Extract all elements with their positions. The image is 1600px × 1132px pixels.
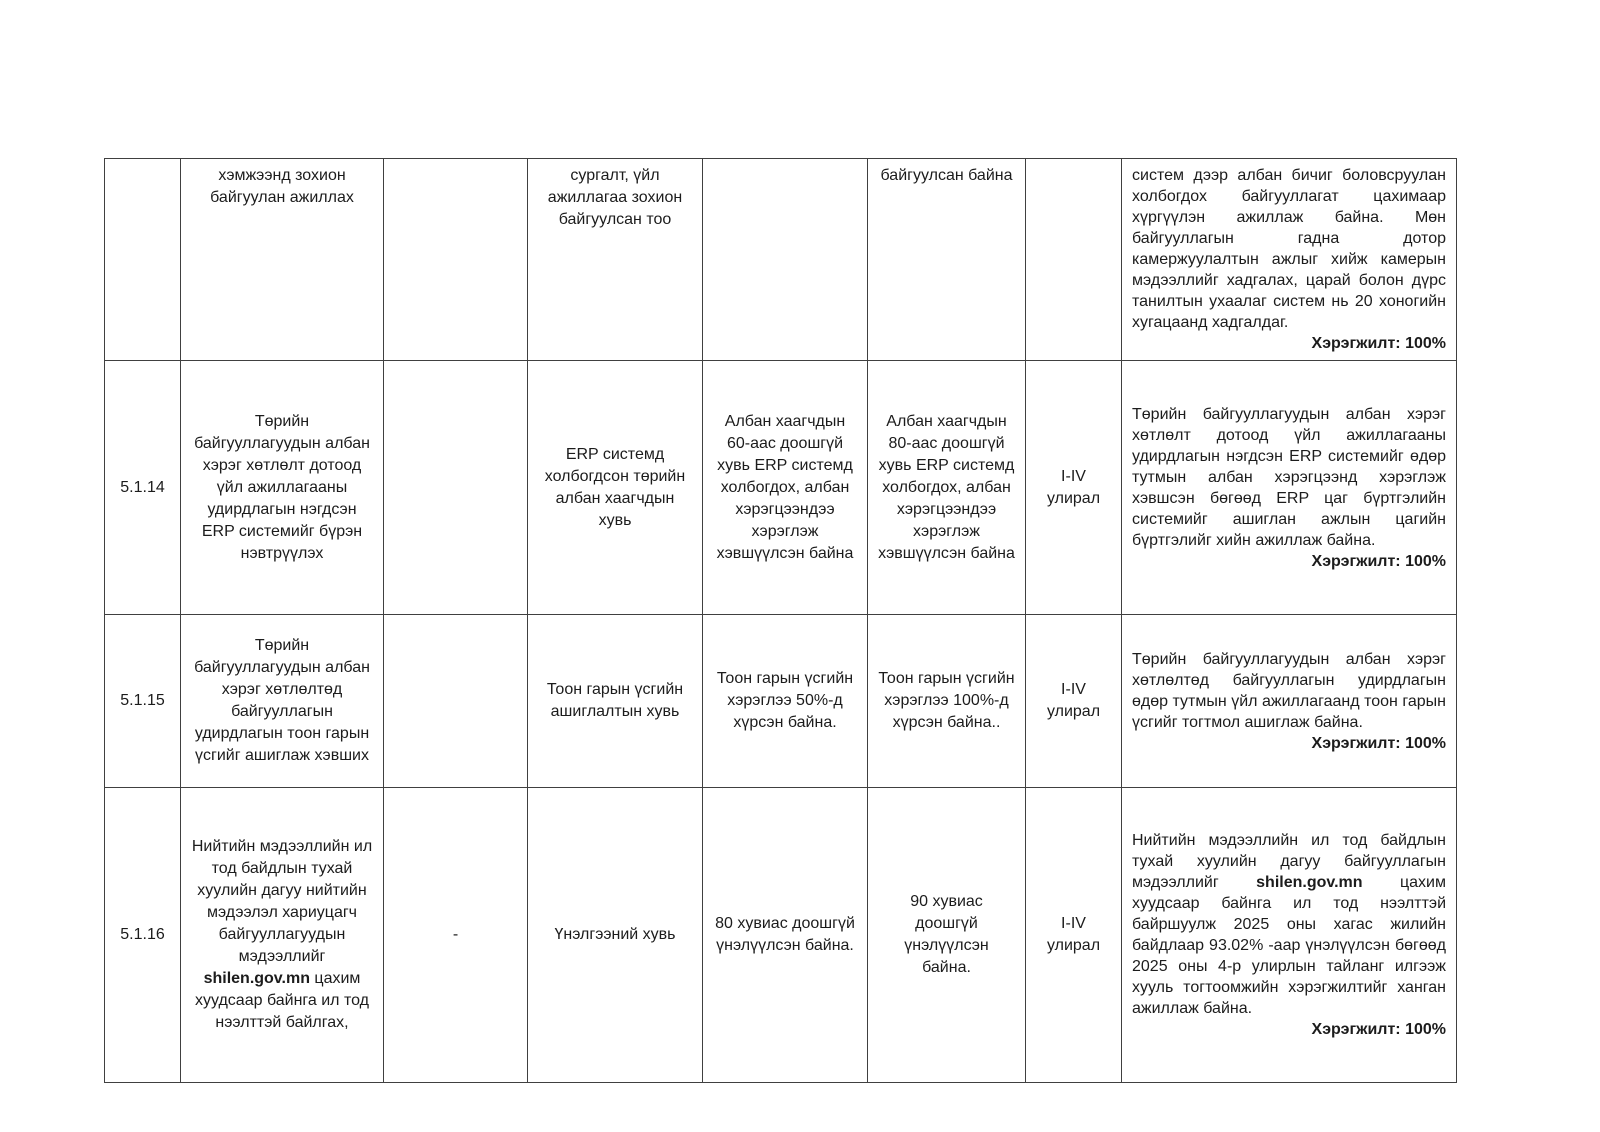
task-text: цахим хуудсаар байнга ил тод нээлттэй байлгах, xyxy=(195,970,369,1031)
result-implementation: Хэрэгжилт: 100% xyxy=(1311,734,1446,752)
cell-indicator: ERP системд холбогдсон төрийн албан хаагчдын хувь xyxy=(528,361,703,615)
table-row xyxy=(105,615,1457,788)
table-row xyxy=(105,159,1457,361)
cell-result xyxy=(1122,361,1457,615)
cell-task: хэмжээнд зохион байгуулан ажиллах xyxy=(181,159,384,361)
cell-target xyxy=(703,159,868,361)
result-text xyxy=(1132,830,1446,1019)
cell-task xyxy=(181,788,384,1083)
report-table xyxy=(104,158,1457,1083)
cell-result xyxy=(1122,615,1457,788)
cell-measure xyxy=(384,159,528,361)
result-text: Төрийн байгууллагуудын албан хэрэг хөтлөлт дотоод үйл ажиллагааны удирдлагын нэгдсэн ERP системийг өдөр тутмын албан хэрэгцээнд хэрэглэж хэвшсэн бөгөөд ERP цаг бүртгэлийн системийг ашиглан ажлын цагийн бүртгэлийг хийн ажиллаж байна. xyxy=(1132,405,1446,549)
result-text: Төрийн байгууллагуудын албан хэрэг хөтлөлтөд байгууллагын удирдлагын өдөр тутмын үйл ажиллагаанд тоон гарын үсгийг тогтмол ашиглаж байна. xyxy=(1132,650,1446,731)
result-text: систем дээр албан бичиг боловсруулан холбогдох байгууллагат цахимаар хүргүүлэн ажиллаж байна. Мөн байгууллагын гадна дотор камержуулалтын ажлыг хийж камерын мэдээллийг хадгалах, царай болон дүрс танилтын ухаалаг систем нь 20 хоногийн хугацаанд хадгалдаг. xyxy=(1132,167,1446,331)
cell-target: Тоон гарын үсгийн хэрэглээ 50%-д хүрсэн байна. xyxy=(703,615,868,788)
result-text-part: Нийтийн мэдээллийн ил тод байдлын тухай хуулийн дагуу байгууллагын мэдээллийг xyxy=(1132,832,1446,891)
result-implementation: Хэрэгжилт: 100% xyxy=(1311,1021,1446,1038)
cell-result xyxy=(1122,159,1457,361)
result-implementation: Хэрэгжилт: 100% xyxy=(1311,552,1446,570)
period-text: I-IV улирал xyxy=(1046,467,1101,507)
cell-task: Төрийн байгууллагуудын албан хэрэг хөтлөлт дотоод үйл ажиллагааны удирдлагын нэгдсэн ERP системийг бүрэн нэвтрүүлэх xyxy=(181,361,384,615)
task-text: Нийтийн мэдээллийн ил тод байдлын тухай хуулийн дагуу нийтийн мэдээлэл хариуцагч байгууллагуудын мэдээллийг xyxy=(191,838,373,965)
cell-target: Албан хаагчдын 60-аас доошгүй хувь ERP системд холбогдох, албан хэрэгцээндээ хэрэглэж хэвшүүлсэн байна xyxy=(703,361,868,615)
cell-task: Төрийн байгууллагуудын албан хэрэг хөтлөлтөд байгууллагын удирдлагын тоон гарын үсгийг ашиглаж хэвших xyxy=(181,615,384,788)
cell-no: 5.1.16 xyxy=(105,788,181,1083)
cell-measure: - xyxy=(384,788,528,1083)
cell-achievement: Албан хаагчдын 80-аас доошгүй хувь ERP системд холбогдох, албан хэрэгцээндээ хэрэглэж хэвшүүлсэн байна xyxy=(868,361,1026,615)
table-row xyxy=(105,788,1457,1083)
cell-indicator: сургалт, үйл ажиллагаа зохион байгуулсан тоо xyxy=(528,159,703,361)
cell-measure xyxy=(384,615,528,788)
cell-period xyxy=(1026,159,1122,361)
cell-no: 5.1.14 xyxy=(105,361,181,615)
result-implementation: Хэрэгжилт: 100% xyxy=(1311,335,1446,352)
cell-period xyxy=(1026,361,1122,615)
cell-achievement: байгуулсан байна xyxy=(868,159,1026,361)
result-text-part: цахим хуудсаар байнга ил тод нээлттэй байршуулж 2025 оны хагас жилийн байдлаар 93.02% -аар үнэлүүлсэн бөгөөд 2025 оны 4-р улирлын тайланг илгээж хууль тогтоомжийн хэрэгжилтийг ханган ажиллаж байна. xyxy=(1132,874,1446,1017)
task-link-text: shilen.gov.mn xyxy=(203,970,310,987)
cell-indicator: Тоон гарын үсгийн ашиглалтын хувь xyxy=(528,615,703,788)
cell-indicator: Үнэлгээний хувь xyxy=(528,788,703,1083)
cell-result xyxy=(1122,788,1457,1083)
cell-measure xyxy=(384,361,528,615)
period-text: I-IV улирал xyxy=(1046,915,1101,954)
table-row xyxy=(105,361,1457,615)
cell-period xyxy=(1026,615,1122,788)
period-text: I-IV улирал xyxy=(1046,681,1101,720)
result-link-text: shilen.gov.mn xyxy=(1256,874,1363,891)
cell-no xyxy=(105,159,181,361)
cell-target: 80 хувиас доошгүй үнэлүүлсэн байна. xyxy=(703,788,868,1083)
cell-achievement: Тоон гарын үсгийн хэрэглээ 100%-д хүрсэн байна.. xyxy=(868,615,1026,788)
cell-achievement: 90 хувиас доошгүй үнэлүүлсэн байна. xyxy=(868,788,1026,1083)
cell-period xyxy=(1026,788,1122,1083)
cell-no: 5.1.15 xyxy=(105,615,181,788)
